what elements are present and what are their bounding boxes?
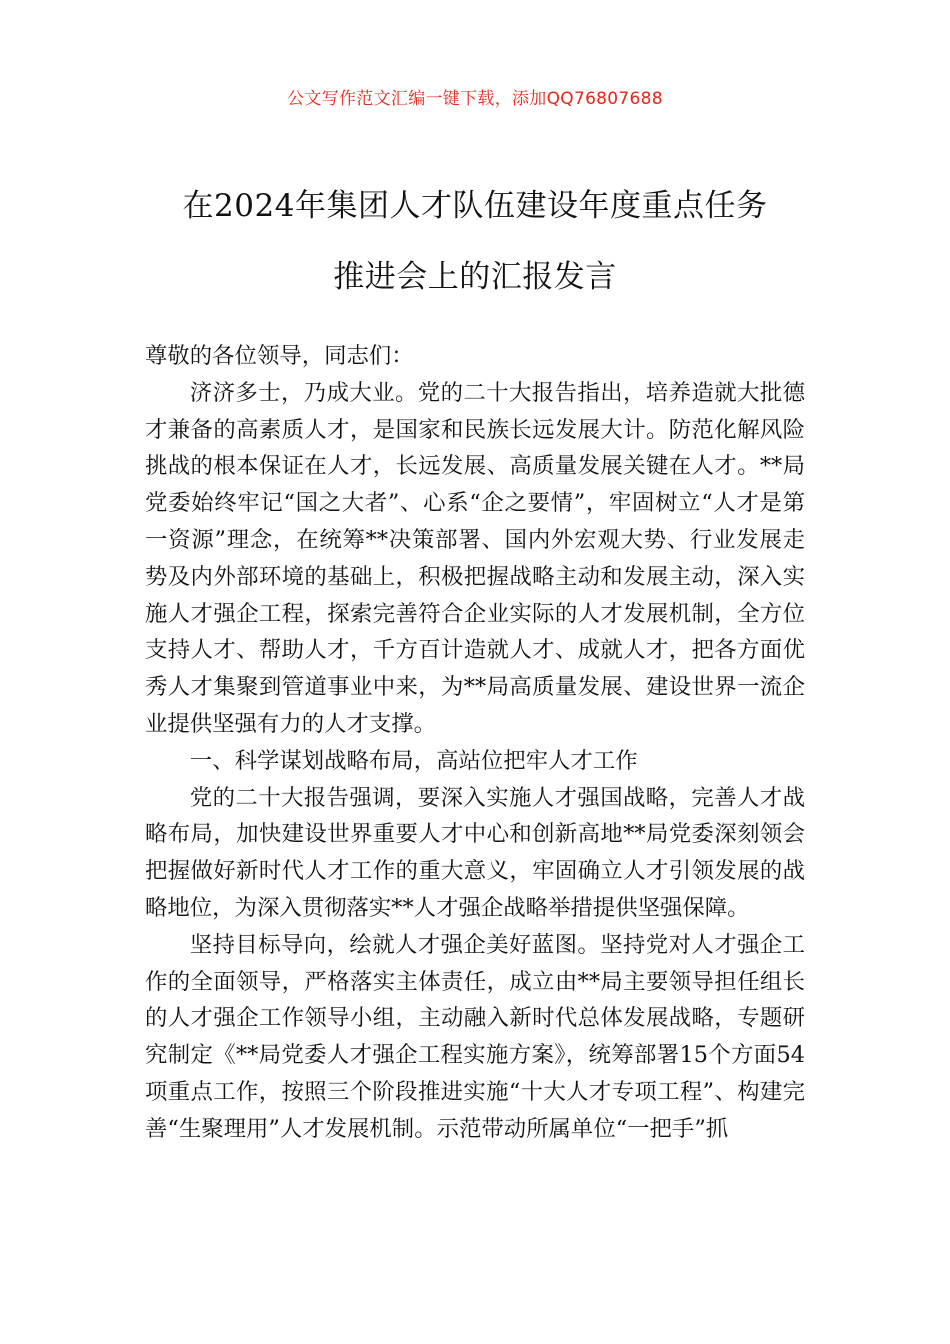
body-paragraph: 党的二十大报告强调，要深入实施人才强国战略，完善人才战略布局，加快建设世界重要人才中心和创新高地**局党委深刻领会把握做好新时代人才工作的重大意义，牢固确立人才引领发展的战略地位，为深入贯彻落实**人才强企战略举措提供坚强保障。 <box>145 784 805 921</box>
body-paragraph: 坚持目标导向，绘就人才强企美好蓝图。坚持党对人才强企工作的全面领导，严格落实主体责任，成立由**局主要领导担任组长的人才强企工作领导小组，主动融入新时代总体发展战略，专题研究制定《**局党委人才强企工程实施方案》，统筹部署15个方面54项重点工作，按照三个阶段推进实施“十大人才专项工程”、构建完善“生聚理用”人才发展机制。示范带动所属单位“一把手”抓 <box>145 931 805 1142</box>
section-heading: 一、科学谋划战略布局，高站位把牢人才工作 <box>189 747 638 774</box>
watermark-banner: 公文写作范文汇编一键下载，添加QQ76807688 <box>287 89 663 109</box>
document-body <box>145 338 805 1148</box>
document-title-line-2: 推进会上的汇报发言 <box>333 259 617 295</box>
body-paragraph: 济济多士，乃成大业。党的二十大报告指出，培养造就大批德才兼备的高素质人才，是国家和民族长远发展大计。防范化解风险挑战的根本保证在人才，长远发展、高质量发展关键在人才。**局党委始终牢记“国之大者”、心系“企之要情”，牢固树立“人才是第一资源”理念，在统筹**决策部署、国内外宏观大势、行业发展走势及内外部环境的基础上，积极把握战略主动和发展主动，深入实施人才强企工程，探索完善符合企业实际的人才发展机制，全方位支持人才、帮助人才，千方百计造就人才、成就人才，把各方面优秀人才集聚到管道事业中来，为**局高质量发展、建设世界一流企业提供坚强有力的人才支撑。 <box>145 379 805 737</box>
document-title-line-1: 在2024年集团人才队伍建设年度重点任务 <box>182 188 768 224</box>
salutation: 尊敬的各位领导，同志们： <box>145 343 414 369</box>
